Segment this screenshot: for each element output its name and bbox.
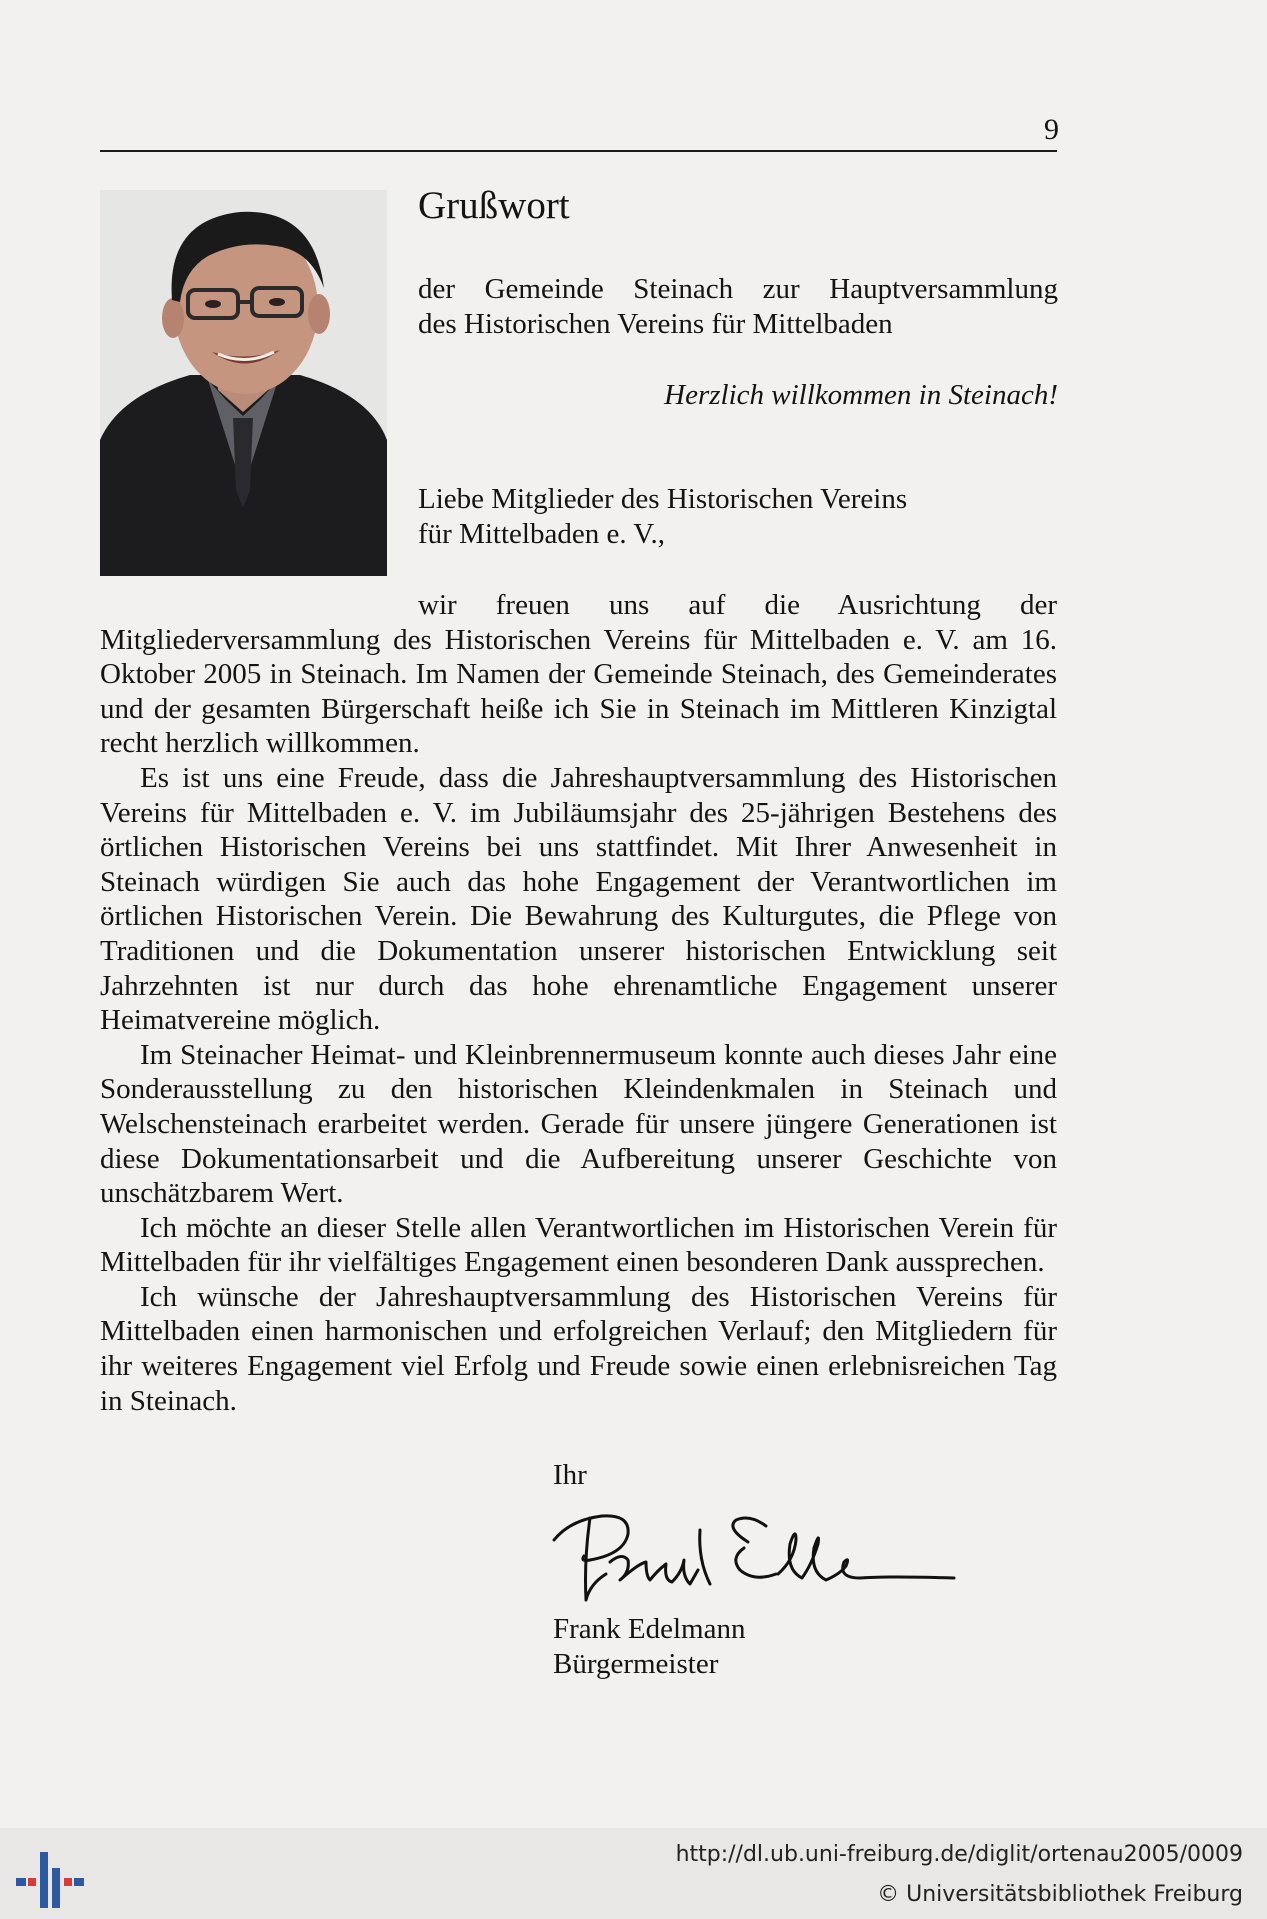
letter-body bbox=[100, 588, 1057, 1418]
subtitle bbox=[418, 272, 1058, 342]
portrait-photo bbox=[100, 190, 387, 576]
salutation bbox=[418, 482, 1058, 552]
closing-word: Ihr bbox=[553, 1459, 587, 1491]
handwritten-signature bbox=[550, 1500, 970, 1615]
subtitle-line: des Historischen Vereins für Mittelbaden bbox=[418, 308, 893, 340]
body-paragraph: Ich wünsche der Jahreshauptversammlung des Historischen Vereins für Mittelbaden einen harmonischen und erfolgreichen Verlauf; den Mitgliedern für ihr weiteres Engagement viel Erfolg und Freude sowie einen erlebnisreichen Tag in Steinach. bbox=[100, 1280, 1057, 1417]
signer-block bbox=[553, 1612, 745, 1682]
signer-title: Bürgermeister bbox=[553, 1648, 719, 1680]
body-paragraph: Im Steinacher Heimat- und Kleinbrennermuseum konnte auch dieses Jahr eine Sonderausstellung zu den historischen Kleindenkmalen in Steinach und Welschensteinach erarbeitet werden. Gerade für unsere jüngere Generationen ist diese Dokumentationsarbeit und die Aufbereitung unserer Geschichte von unschätzbarem Wert. bbox=[100, 1038, 1057, 1210]
portrait-photo-image bbox=[100, 190, 387, 576]
library-logo-icon bbox=[14, 1846, 86, 1912]
welcome-line: Herzlich willkommen in Steinach! bbox=[664, 379, 1058, 411]
body-paragraph: wir freuen uns auf die Ausrichtung der Mitgliederversammlung des Historischen Vereins für Mittelbaden e. V. am 16. Oktober 2005 in Steinach. Im Namen der Gemeinde Steinach, des Gemeinderates und der gesamten Bürgerschaft heiße ich Sie in Steinach im Mittleren Kinzigtal recht herzlich willkommen. bbox=[100, 589, 1057, 760]
subtitle-line: der Gemeinde Steinach zur Hauptversammlung bbox=[418, 273, 1058, 305]
footer-copyright: © Universitätsbibliothek Freiburg bbox=[877, 1882, 1243, 1907]
page-number: 9 bbox=[1044, 113, 1059, 146]
signature-drawing bbox=[550, 1500, 970, 1615]
signer-name: Frank Edelmann bbox=[553, 1613, 746, 1645]
body-paragraph: Ich möchte an dieser Stelle allen Verantwortlichen im Historischen Verein für Mittelbaden für ihr vielfältiges Engagement einen besonderen Dank aussprechen. bbox=[100, 1211, 1057, 1279]
salutation-line: Liebe Mitglieder des Historischen Vereins bbox=[418, 483, 908, 515]
header-rule bbox=[100, 150, 1057, 152]
footer-url-link[interactable]: http://dl.ub.uni-freiburg.de/diglit/ortenau2005/0009 bbox=[675, 1842, 1243, 1867]
footer-bar bbox=[0, 1828, 1267, 1919]
salutation-line: für Mittelbaden e. V., bbox=[418, 518, 665, 550]
body-paragraph: Es ist uns eine Freude, dass die Jahreshauptversammlung des Historischen Vereins für Mittelbaden e. V. im Jubiläumsjahr des 25-jährigen Bestehens des örtlichen Historischen Vereins bei uns stattfindet. Mit Ihrer Anwesenheit in Steinach würdigen Sie auch das hohe Engagement der Verantwortlichen im örtlichen Historischen Verein. Die Bewahrung des Kulturgutes, die Pflege von Traditionen und die Dokumentation unserer historischen Entwicklung seit Jahrzehnten ist nur durch das hohe ehrenamtliche Engagement unserer Heimatvereine möglich. bbox=[100, 761, 1057, 1037]
page-heading: Grußwort bbox=[418, 184, 570, 227]
